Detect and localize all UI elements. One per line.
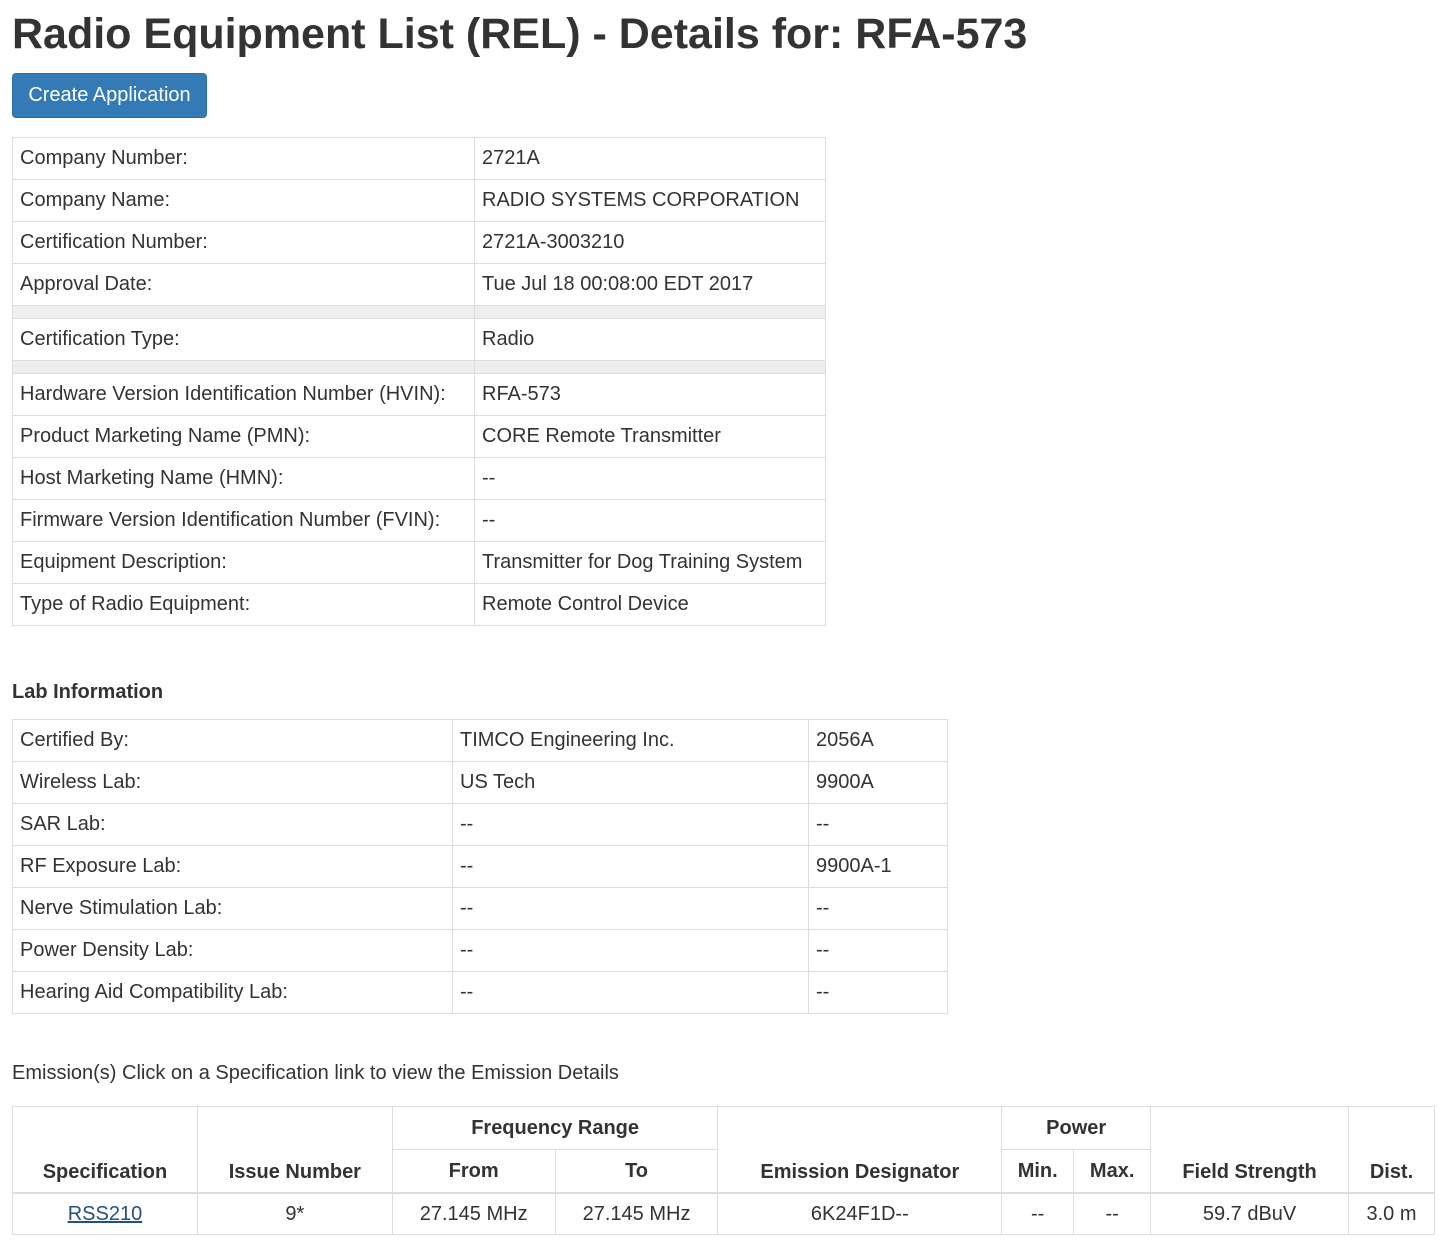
table-row [13,458,826,500]
table-separator [13,361,826,374]
power-min-cell: -- [1002,1193,1074,1235]
detail-value: CORE Remote Transmitter [475,416,826,458]
lab-code: -- [809,888,948,930]
col-header-issue-number: Issue Number [197,1107,392,1194]
table-row [13,500,826,542]
lab-code: -- [809,930,948,972]
detail-label: Equipment Description: [13,542,475,584]
table-row [13,374,826,416]
detail-value: -- [475,500,826,542]
lab-code: 2056A [809,720,948,762]
specification-cell [13,1193,198,1235]
table-row [13,846,948,888]
table-row [13,542,826,584]
col-header-dist: Dist. [1348,1107,1434,1194]
detail-value: -- [475,458,826,500]
lab-name: TIMCO Engineering Inc. [453,720,809,762]
frequency-to-cell: 27.145 MHz [555,1193,718,1235]
table-row [13,138,826,180]
table-row [13,1193,1435,1235]
detail-label: Company Number: [13,138,475,180]
col-header-from: From [392,1150,555,1194]
table-row [13,888,948,930]
table-header-row [13,1107,1435,1150]
detail-value: Transmitter for Dog Training System [475,542,826,584]
col-header-specification: Specification [13,1107,198,1194]
detail-label: Host Marketing Name (HMN): [13,458,475,500]
col-header-min: Min. [1002,1150,1074,1194]
detail-label: Type of Radio Equipment: [13,584,475,626]
lab-label: Wireless Lab: [13,762,453,804]
col-header-power: Power [1002,1107,1151,1150]
table-row [13,319,826,361]
detail-value: 2721A-3003210 [475,222,826,264]
table-separator [13,306,826,319]
lab-label: Certified By: [13,720,453,762]
lab-label: Nerve Stimulation Lab: [13,888,453,930]
detail-label: Company Name: [13,180,475,222]
table-row [13,972,948,1014]
create-application-button[interactable]: Create Application [12,73,207,118]
detail-label: Product Marketing Name (PMN): [13,416,475,458]
emissions-note: Emission(s) Click on a Specification link to view the Emission Details [12,1062,619,1084]
table-row [13,222,826,264]
lab-name: US Tech [453,762,809,804]
col-header-field-strength: Field Strength [1151,1107,1349,1194]
detail-label: Firmware Version Identification Number (FVIN): [13,500,475,542]
lab-label: Power Density Lab: [13,930,453,972]
frequency-from-cell: 27.145 MHz [392,1193,555,1235]
lab-code: 9900A [809,762,948,804]
specification-link[interactable]: RSS210 [67,1202,143,1225]
dist-cell: 3.0 m [1348,1193,1434,1235]
table-row [13,416,826,458]
detail-label: Certification Type: [13,319,475,361]
field-strength-cell: 59.7 dBuV [1151,1193,1349,1235]
detail-value: 2721A [475,138,826,180]
page-title: Radio Equipment List (REL) - Details for: RFA-573 [12,10,1028,58]
col-header-max: Max. [1074,1150,1151,1194]
col-header-frequency-range: Frequency Range [392,1107,718,1150]
lab-name: -- [453,972,809,1014]
table-row [13,930,948,972]
detail-value: RFA-573 [475,374,826,416]
lab-name: -- [453,846,809,888]
detail-value: Remote Control Device [475,584,826,626]
lab-code: -- [809,804,948,846]
lab-code: -- [809,972,948,1014]
power-max-cell: -- [1074,1193,1151,1235]
detail-label: Certification Number: [13,222,475,264]
table-row [13,180,826,222]
issue-number-cell: 9* [197,1193,392,1235]
table-row [13,264,826,306]
detail-label: Hardware Version Identification Number (HVIN): [13,374,475,416]
table-row [13,762,948,804]
detail-label: Approval Date: [13,264,475,306]
detail-value: RADIO SYSTEMS CORPORATION [475,180,826,222]
lab-label: Hearing Aid Compatibility Lab: [13,972,453,1014]
table-row [13,584,826,626]
emissions-table [12,1106,1435,1235]
emission-designator-cell: 6K24F1D-- [718,1193,1002,1235]
lab-name: -- [453,804,809,846]
lab-name: -- [453,930,809,972]
certification-details-table [12,137,826,626]
lab-information-heading: Lab Information [12,681,164,703]
table-row [13,804,948,846]
lab-information-table [12,719,948,1014]
lab-label: SAR Lab: [13,804,453,846]
table-row [13,720,948,762]
col-header-to: To [555,1150,718,1194]
detail-value: Tue Jul 18 00:08:00 EDT 2017 [475,264,826,306]
lab-code: 9900A-1 [809,846,948,888]
col-header-emission-designator: Emission Designator [718,1107,1002,1194]
lab-label: RF Exposure Lab: [13,846,453,888]
lab-name: -- [453,888,809,930]
detail-value: Radio [475,319,826,361]
